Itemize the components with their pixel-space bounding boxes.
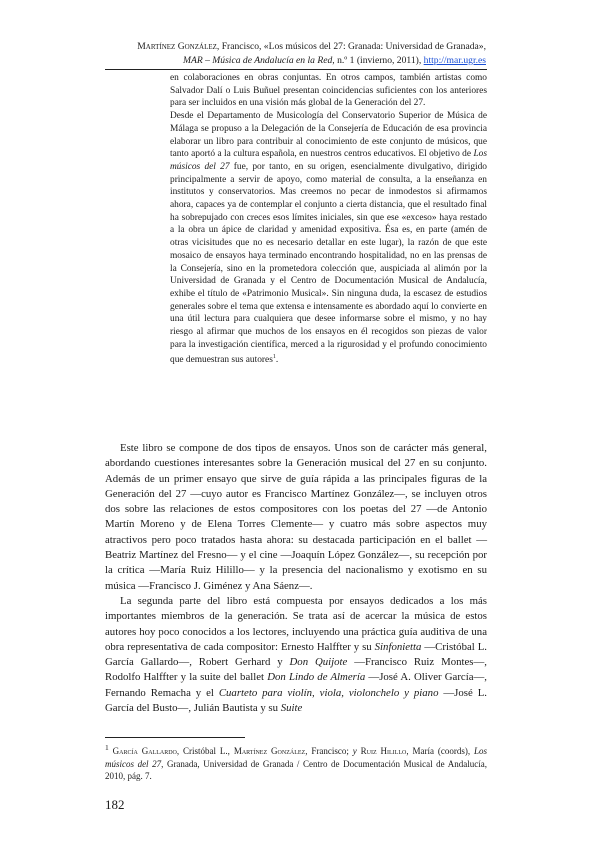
footnote: $^1$ García Gallardo, Cristóbal L., Martínez González, Francisco; y Ruiz Hilillo, María (coords), Los músicos del 27, Granada, Universidad de Granada / Centro de Documentación Musical de Andalucía, 2010, pág. 7. (105, 743, 488, 781)
footnote-rule (105, 737, 245, 738)
footnote-number: 1 (105, 743, 109, 752)
work-title: Don Lindo de Almería (267, 671, 366, 684)
header-issue: , n.º 1 (invierno, 2011), (332, 55, 422, 66)
header-journal: MAR – Música de Andalucía en la Red (182, 55, 333, 66)
footnote-ref[interactable]: 1 (272, 354, 276, 361)
body-paragraph-2: La segunda parte del libro está compuesta por ensayos dedicados a los más importantes miembros de la generación. Se trata así de acercar la música de estos autores hoy poco conocidos a los lectores, incluyendo una práctica guía auditiva de una obra representativa de cada compositor: Ernesto Halffter y su Sinfonietta —Cristóbal L. García Gallardo—, Robert Gerhard y Don Quijote —Francisco Ruiz Montes—, Rodolfo Halffter y la suite del ballet Don Lindo de Almería —José A. Oliver García—, Fernando Remacha y el Cuarteto para violín, viola, violonchelo y piano —José L. García del Busto—, Julián Bautista y su Suite (105, 594, 488, 715)
work-title: Don Quijote (289, 656, 348, 669)
work-title: Sinfonietta (374, 640, 422, 653)
block-quote (170, 72, 487, 367)
work-title: Suite (280, 702, 303, 715)
work-title: Cuarteto para violín, viola, violonchelo y piano (218, 686, 439, 699)
header-author: Martínez González (137, 41, 217, 52)
body-paragraph-1: Este libro se compone de dos tipos de ensayos. Unos son de carácter más general, abordando cuestiones interesantes sobre la Generación musical del 27 en su conjunto. Además de un primer ensayo que sirve de guía rápida a las principales figuras de la Generación del 27 —cuyo autor es Francisco Martínez González—, se incluyen otros dos sobre las relaciones de estos compositores con los poetas del 27 —de Antonio Martín Moreno y de Elena Torres Clemente— y cuatro más sobre aspectos muy atractivos pero poco tratados hasta ahora: su destacada participación en el ballet —Beatriz Martínez del Fresno— y el cine —Joaquín López González—, su recepción por la crítica —María Ruiz Hilillo— y la presencia del nacionalismo y exotismo en su música —Francisco J. Giménez y Ana Sáenz—. (105, 442, 487, 592)
header-citation: , Francisco, «Los músicos del 27: Granada: Universidad de Granada», (216, 41, 486, 52)
running-header (106, 40, 486, 68)
page-number: 182 (105, 797, 125, 812)
quote-paragraph-1: en colaboraciones en obras conjuntas. En otros campos, también artistas como Salvador Dalí o Luis Buñuel presentan coincidencias suficientes con los anteriores para ser incluidos en una visión más global de la Generación del 27. (170, 73, 487, 109)
quote-paragraph-2: Desde el Departamento de Musicología del Conservatorio Superior de Música de Málaga se propuso a la Delegación de la Consejería de Educación de esa provincia elaborar un libro para contribuir al conocimiento de este conjunto de músicos, que tanto aportó a la cultura española, en nuestros centros educativos. El objetivo de Los músicos del 27 fue, por tanto, en su origen, esencialmente divulgativo, dirigido principalmente a servir de apoyo, como material de consulta, a la enseñanza en institutos y conservatorios. Mas creemos no pecar de inmodestos si afirmamos ahora, capaces ya de contemplar el conjunto a cierta distancia, que el resultado final ha sobrepujado con creces esos límites iniciales, sin que ese «exceso» haya restado a la obra un ápice de claridad y amenidad expositiva. Ésa es, en parte (amén de otras vicisitudes que no es necesario detallar en este lugar), la razón de que este mosaico de ensayos haya terminado encontrando hospitalidad, no en las prensas de la Consejería, sino en la prometedora colección que, auspiciada al alimón por la Universidad de Granada y el Centro de Documentación Musical de Andalucía, exhibe el título de «Patrimonio Musical». Sin ninguna duda, la escasez de estudios generales sobre el tema que extensa e intensamente es abordado aquí lo convierte en una útil lectura para cualquiera que desee informarse sobre el mismo, y no hay riesgo al afirmar que muchos de los ensayos en él recogidos son piezas de valor para la investigación científica, merced a la rigurosidad y el profundo conocimiento que demuestran sus autores$^1$. (170, 111, 487, 366)
header-rule (105, 69, 487, 70)
header-url-link[interactable]: http://mar.ugr.es (423, 55, 486, 66)
quote-book-title: Los músicos del 27 (170, 149, 487, 172)
main-text (105, 441, 487, 716)
footnote-book-title: Los músicos del 27 (105, 746, 488, 769)
